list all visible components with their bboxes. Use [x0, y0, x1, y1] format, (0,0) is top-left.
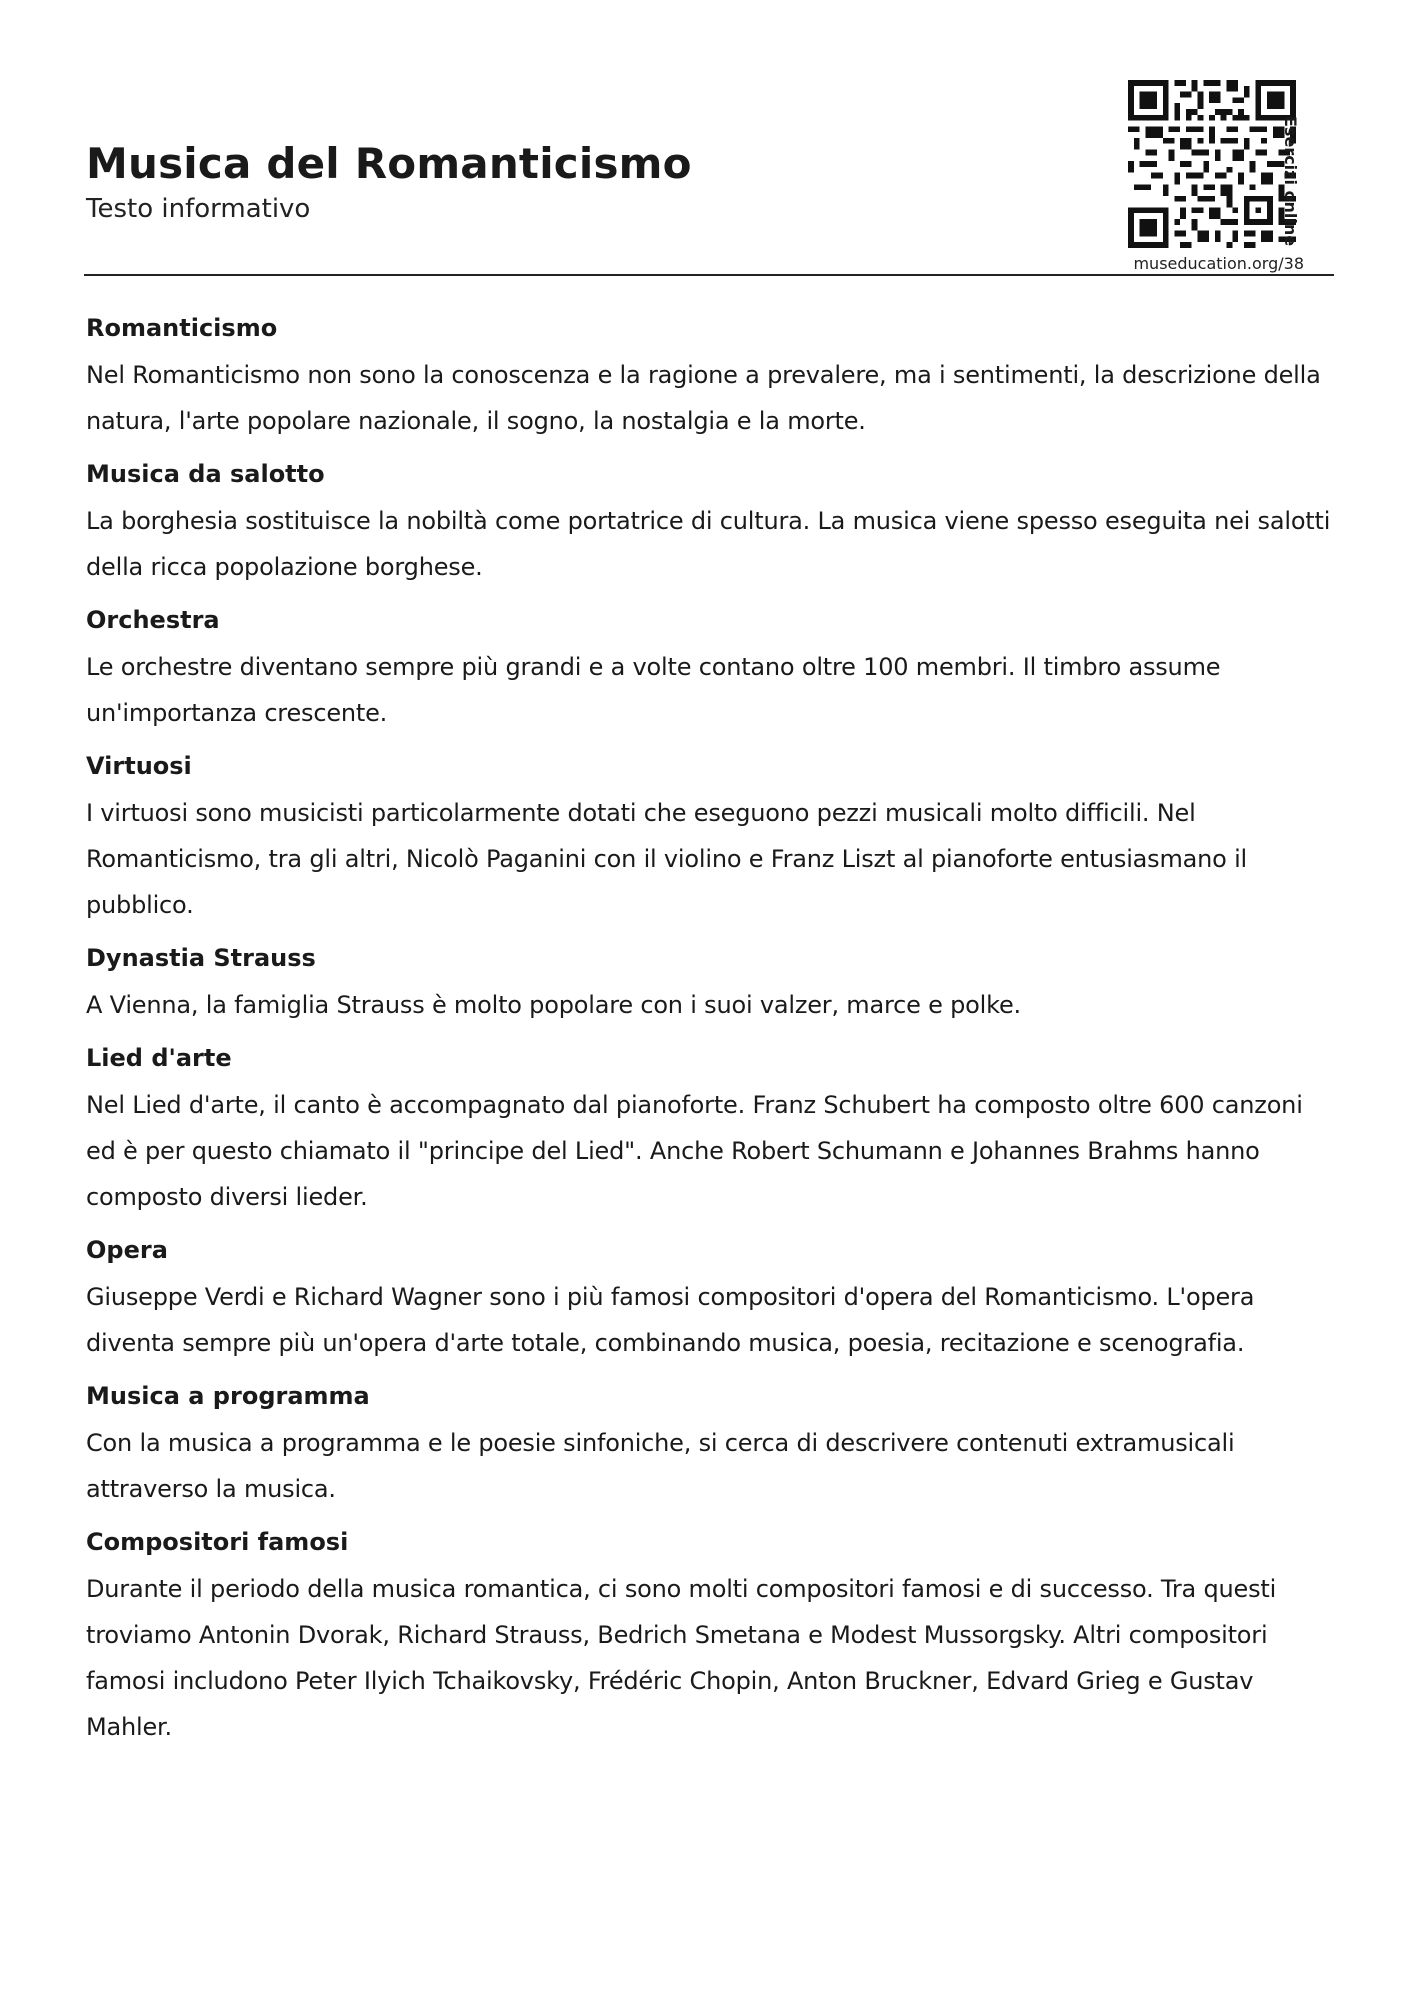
- header-divider: [84, 274, 1334, 276]
- section-lied-darte: [86, 1042, 1336, 1220]
- section-text: Durante il periodo della musica romantica, ci sono molti compositori famosi e di successo. Tra questi troviamo Antonin Dvorak, Richard Strauss, Bedrich Smetana e Modest Mussorgsky. Altri compositori famosi includono Peter Ilyich Tchaikovsky, Frédéric Chopin, Anton Bruckner, Edvard Grieg e Gustav Mahler.: [86, 1575, 1277, 1741]
- section-heading: Dynastia Strauss: [86, 944, 316, 972]
- section-heading: Lied d'arte: [86, 1044, 232, 1072]
- info-text-body: [86, 312, 1336, 1764]
- section-text: Con la musica a programma e le poesie sinfoniche, si cerca di descrivere contenuti extramusicali attraverso la musica.: [86, 1429, 1235, 1503]
- section-heading: Musica da salotto: [86, 460, 325, 488]
- qr-code-block[interactable]: [1118, 80, 1354, 270]
- section-virtuosi: [86, 750, 1336, 928]
- section-text: I virtuosi sono musicisti particolarmente dotati che eseguono pezzi musicali molto difficili. Nel Romanticismo, tra gli altri, Nicolò Paganini con il violino e Franz Liszt al pianoforte entusiasmano il pubblico.: [86, 799, 1248, 919]
- section-romanticismo: [86, 312, 1336, 444]
- section-heading: Compositori famosi: [86, 1528, 349, 1556]
- section-opera: [86, 1234, 1336, 1366]
- section-heading: Musica a programma: [86, 1382, 370, 1410]
- section-heading: Orchestra: [86, 606, 220, 634]
- section-text: A Vienna, la famiglia Strauss è molto popolare con i suoi valzer, marce e polke.: [86, 991, 1021, 1019]
- section-compositori-famosi: [86, 1526, 1336, 1750]
- page-subtitle: Testo informativo: [86, 194, 311, 224]
- section-orchestra: [86, 604, 1336, 736]
- section-heading: Opera: [86, 1236, 168, 1264]
- page-header: [86, 138, 986, 226]
- online-exercises-label: Esercizi online: [1281, 116, 1300, 247]
- section-text: Giuseppe Verdi e Richard Wagner sono i più famosi compositori d'opera del Romanticismo. L'opera diventa sempre più un'opera d'arte totale, combinando musica, poesia, recitazione e scenografia.: [86, 1283, 1255, 1357]
- section-text: Nel Romanticismo non sono la conoscenza e la ragione a prevalere, ma i sentimenti, la descrizione della natura, l'arte popolare nazionale, il sogno, la nostalgia e la morte.: [86, 361, 1321, 435]
- section-dynastia-strauss: [86, 942, 1336, 1028]
- section-musica-a-programma: [86, 1380, 1336, 1512]
- page-title: Musica del Romanticismo: [86, 139, 692, 188]
- section-text: Le orchestre diventano sempre più grandi e a volte contano oltre 100 membri. Il timbro assume un'importanza crescente.: [86, 653, 1221, 727]
- qr-url[interactable]: museducation.org/38: [1133, 254, 1304, 273]
- section-text: La borghesia sostituisce la nobiltà come portatrice di cultura. La musica viene spesso eseguita nei salotti della ricca popolazione borghese.: [86, 507, 1331, 581]
- section-heading: Virtuosi: [86, 752, 192, 780]
- section-musica-da-salotto: [86, 458, 1336, 590]
- section-heading: Romanticismo: [86, 314, 278, 342]
- qr-code-icon[interactable]: [1128, 80, 1296, 248]
- section-text: Nel Lied d'arte, il canto è accompagnato dal pianoforte. Franz Schubert ha composto oltre 600 canzoni ed è per questo chiamato il "principe del Lied". Anche Robert Schumann e Johannes Brahms hanno composto diversi lieder.: [86, 1091, 1303, 1211]
